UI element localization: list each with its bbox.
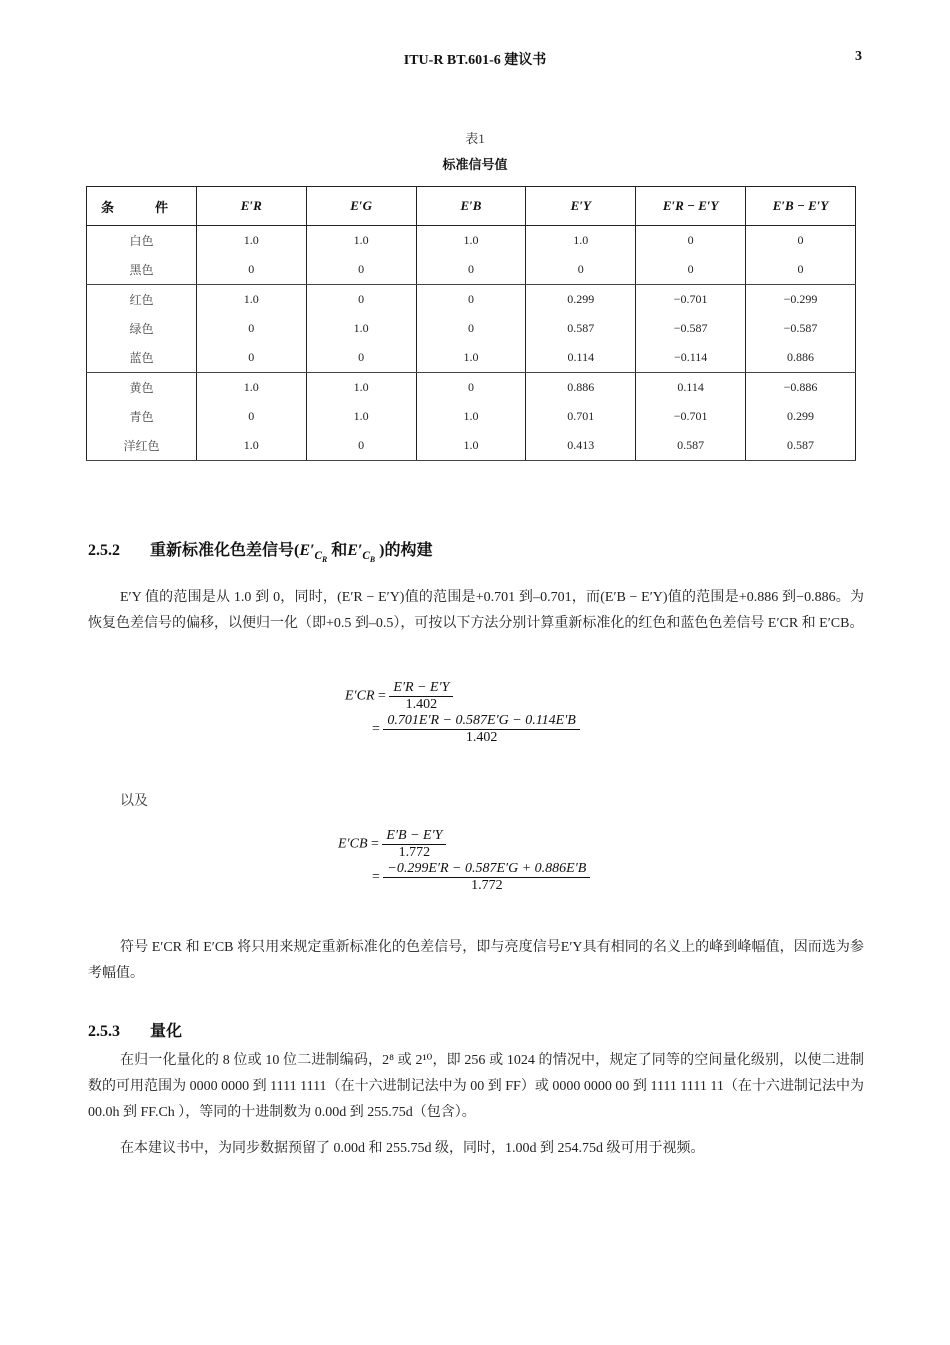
table-cell: 1.0 xyxy=(306,402,416,431)
fraction-numerator: E′B − E′Y xyxy=(382,828,446,845)
table-cell: 1.0 xyxy=(306,373,416,403)
table-cell: 0 xyxy=(306,343,416,373)
formula-ecr: E′CR = $\frac{E'R - E'Y}{1.402}$ = $\frac{0.701E'R - 0.587E'G - 0.114E'B}{1.402}$ xyxy=(345,680,580,746)
conjunction-text: 以及 xyxy=(120,794,148,809)
column-header-eb-minus-ey: E′B − E′Y xyxy=(746,187,856,226)
paragraph-quantization: 在归一化量化的 8 位或 10 位二进制编码，2⁸ 或 2¹⁰，即 256 或 1024 的情况中，规定了同等的空间量化级别，以使二进制数的可用范围为 0000 0000 到 1111 1111（在十六进制记法中为 00 到 FF）或 0000 0000 00 到 1111 1111 11（在十六进制记法中为 00.0h 到 FF.Ch ），等同的十进制数为 0.00d 到 255.75d（包含）。 xyxy=(88,1053,864,1120)
row-condition: 黑色 xyxy=(87,255,197,285)
table-title: 标准信号值 xyxy=(442,157,508,172)
math-ecr: $E'_{C_R}$ xyxy=(299,542,328,565)
table-cell: 0.587 xyxy=(526,314,636,343)
row-condition: 蓝色 xyxy=(87,343,197,373)
table-cell: 0 xyxy=(196,402,306,431)
table-cell: 1.0 xyxy=(416,343,526,373)
section-title-mid: 和 xyxy=(327,542,348,559)
table-cell: 1.0 xyxy=(416,402,526,431)
fraction-denominator: 1.772 xyxy=(398,845,431,860)
page-number: 3 xyxy=(855,49,862,64)
column-header-er-minus-ey: E′R − E′Y xyxy=(636,187,746,226)
table-cell: 0 xyxy=(636,226,746,256)
table-cell: 0.114 xyxy=(636,373,746,403)
table-cell: 0 xyxy=(196,343,306,373)
section-title-suffix: )的构建 xyxy=(375,542,433,559)
table-cell: 1.0 xyxy=(196,285,306,315)
fraction-denominator: 1.402 xyxy=(465,730,498,745)
table-cell: 0.587 xyxy=(636,431,746,461)
table-cell: 1.0 xyxy=(196,431,306,461)
table-row xyxy=(87,402,856,431)
table-cell: 1.0 xyxy=(306,314,416,343)
table-cell: 0.587 xyxy=(746,431,856,461)
table-cell: 1.0 xyxy=(416,226,526,256)
formula-ecr-fraction-1 xyxy=(389,680,453,713)
paragraph-range-description: E′Y 值的范围是从 1.0 到 0，同时，(E′R − E′Y)值的范围是+0.701 到–0.701，而(E′B − E′Y)值的范围是+0.886 到−0.886。为恢复色差信号的偏移，以便归一化（即+0.5 到–0.5），可按以下方法分别计算重新标准化的红色和蓝色色差信号 E′CR 和 E′CB。 xyxy=(88,590,864,631)
table-cell: 0.886 xyxy=(526,373,636,403)
table-cell: 1.0 xyxy=(526,226,636,256)
formula-ecb-fraction-2 xyxy=(383,861,590,894)
table-cell: 0.701 xyxy=(526,402,636,431)
table-cell: 0 xyxy=(416,314,526,343)
row-condition: 洋红色 xyxy=(87,431,197,461)
row-condition: 青色 xyxy=(87,402,197,431)
fraction-denominator: 1.772 xyxy=(471,878,503,893)
section-number: 2.5.3 xyxy=(88,1023,120,1040)
column-header-eb: E′B xyxy=(416,187,526,226)
row-condition: 红色 xyxy=(87,285,197,315)
column-header-condition: 条 件 xyxy=(87,187,197,226)
table-cell: 0.299 xyxy=(526,285,636,315)
table-cell: 0 xyxy=(746,255,856,285)
table-header-row xyxy=(87,187,856,226)
section-number: 2.5.2 xyxy=(88,542,120,559)
column-header-ey: E′Y xyxy=(526,187,636,226)
table-cell: −0.587 xyxy=(636,314,746,343)
fraction-numerator: −0.299E′R − 0.587E′G + 0.886E′B xyxy=(383,861,590,878)
table-cell: 0 xyxy=(196,314,306,343)
table-cell: 0 xyxy=(526,255,636,285)
formula-ecr-lhs: E′CR xyxy=(345,688,375,704)
fraction-numerator: 0.701E′R − 0.587E′G − 0.114E′B xyxy=(383,713,579,730)
column-header-eg: E′G xyxy=(306,187,416,226)
math-ecb: $E'_{C_B}$ xyxy=(347,542,376,565)
table-cell: −0.299 xyxy=(746,285,856,315)
section-heading-2-5-3 xyxy=(88,1018,182,1041)
table-cell: 1.0 xyxy=(196,226,306,256)
section-title: 量化 xyxy=(150,1023,183,1040)
paragraph-symbol-definition: 符号 E′CR 和 E′CB 将只用来规定重新标准化的色差信号，即与亮度信号E′Y具有相同的名义上的峰到峰幅值，因而选为参考幅值。 xyxy=(88,940,864,981)
table-cell: 0.299 xyxy=(746,402,856,431)
section-heading-2-5-2 xyxy=(88,537,432,564)
table-cell: 0 xyxy=(636,255,746,285)
table-cell: −0.114 xyxy=(636,343,746,373)
table-cell: 0 xyxy=(416,373,526,403)
table-row xyxy=(87,226,856,256)
table-cell: 0 xyxy=(416,255,526,285)
row-condition: 黄色 xyxy=(87,373,197,403)
table-cell: 0 xyxy=(196,255,306,285)
table-cell: −0.701 xyxy=(636,285,746,315)
table-row xyxy=(87,314,856,343)
formula-ecb-lhs: E′CB xyxy=(338,836,368,852)
fraction-numerator: E′R − E′Y xyxy=(389,680,453,697)
table-cell: 0 xyxy=(416,285,526,315)
table-cell: 0.886 xyxy=(746,343,856,373)
table-cell: −0.701 xyxy=(636,402,746,431)
table-body xyxy=(87,226,856,461)
table-cell: 1.0 xyxy=(306,226,416,256)
row-condition: 绿色 xyxy=(87,314,197,343)
table-cell: 0 xyxy=(746,226,856,256)
table-row xyxy=(87,431,856,461)
table-row xyxy=(87,373,856,403)
formula-ecr-fraction-2 xyxy=(383,713,579,746)
section-title-prefix: 重新标准化色差信号( xyxy=(150,542,300,559)
table-cell: 0 xyxy=(306,285,416,315)
table-cell: 0.413 xyxy=(526,431,636,461)
table-cell: 0 xyxy=(306,255,416,285)
table-cell: 1.0 xyxy=(416,431,526,461)
column-header-er: E′R xyxy=(196,187,306,226)
document-title: ITU-R BT.601-6 建议书 xyxy=(403,53,547,68)
fraction-denominator: 1.402 xyxy=(405,697,438,712)
row-condition: 白色 xyxy=(87,226,197,256)
formula-ecb-fraction-1 xyxy=(382,828,446,861)
page-header xyxy=(0,49,950,69)
table-cell: 1.0 xyxy=(196,373,306,403)
table-label: 表1 xyxy=(465,131,485,146)
formula-ecb: E′CB = $\frac{E'B - E'Y}{1.772}$ = $\frac{-0.299E'R - 0.587E'G + 0.886E'B}{1.772}$ xyxy=(338,828,590,894)
standard-signal-table xyxy=(86,186,856,461)
table-cell: 0 xyxy=(306,431,416,461)
table-cell: −0.587 xyxy=(746,314,856,343)
table-row xyxy=(87,285,856,315)
table-row xyxy=(87,255,856,285)
paragraph-reserved-levels: 在本建议书中，为同步数据预留了 0.00d 和 255.75d 级，同时，1.00d 到 254.75d 级可用于视频。 xyxy=(120,1141,705,1156)
table-cell: 0.114 xyxy=(526,343,636,373)
table-row xyxy=(87,343,856,373)
table-cell: −0.886 xyxy=(746,373,856,403)
